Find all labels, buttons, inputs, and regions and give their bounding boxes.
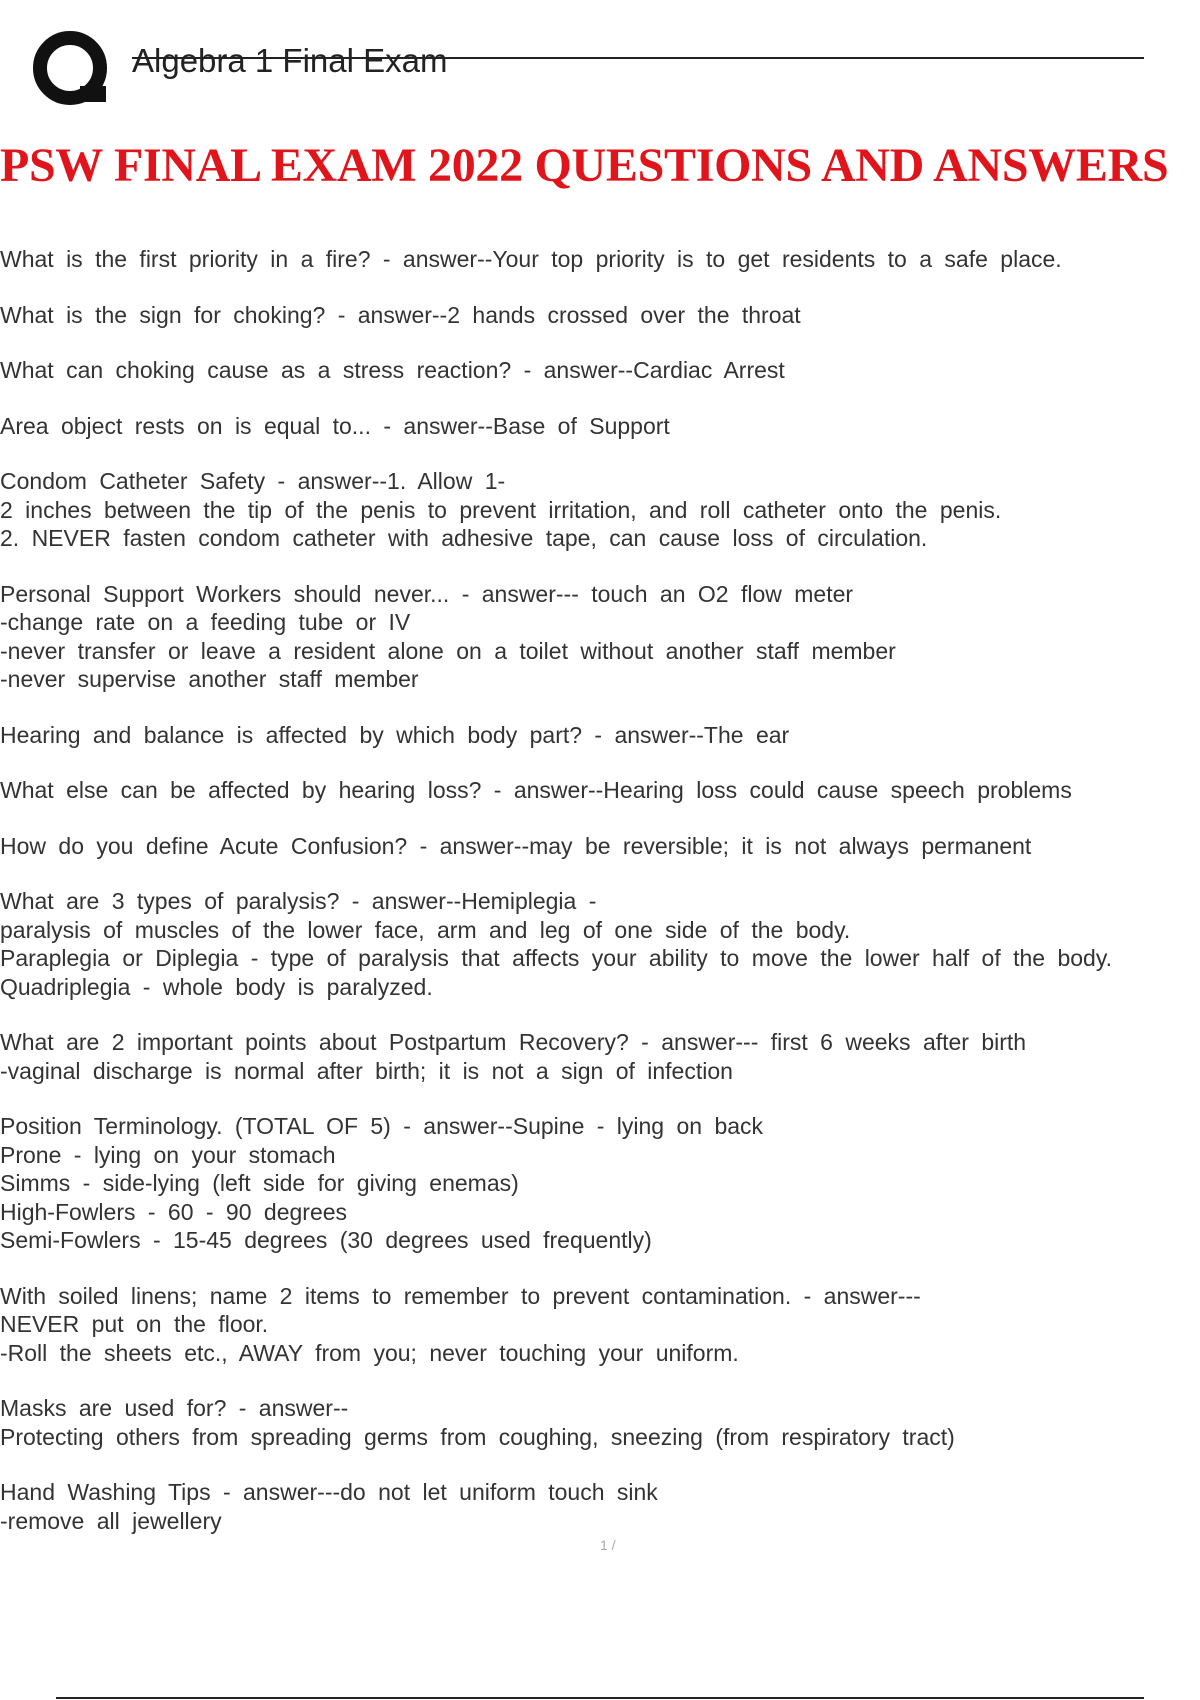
- qa-item: Hearing and balance is affected by which body part? - answer--The ear: [0, 721, 790, 748]
- qa-list: [0, 245, 1195, 1562]
- qa-item: What else can be affected by hearing loss? - answer--Hearing loss could cause speech problems: [0, 777, 1072, 803]
- qa-item: How do you define Acute Confusion? - answer--may be reversible; it is not always permanent: [0, 832, 1032, 859]
- qa-item: What is the sign for choking? - answer--2 hands crossed over the throat: [0, 301, 801, 328]
- brand-logo: [32, 30, 112, 110]
- qa-item: What can choking cause as a stress reaction? - answer--Cardiac Arrest: [0, 357, 785, 383]
- footer-rule: [56, 1697, 1144, 1699]
- page-number: 1 /: [600, 1537, 616, 1553]
- q-logo-icon: [32, 30, 112, 110]
- qa-item: Masks are used for? - answer-- Protecting others from spreading germs from coughing, sneezing (from respiratory tract): [0, 1395, 955, 1450]
- qa-item: With soiled linens; name 2 items to remember to prevent contamination. - answer--- NEVER put on the floor. -Roll the sheets etc., AWAY from you; never touching your uniform.: [0, 1282, 921, 1366]
- qa-item: Condom Catheter Safety - answer--1. Allow 1- 2 inches between the tip of the penis to prevent irritation, and roll catheter onto the penis. 2. NEVER fasten condom catheter with adhesive tape, can cause loss of circulation.: [0, 468, 1002, 551]
- qa-item: Position Terminology. (TOTAL OF 5) - answer--Supine - lying on back Prone - lying on your stomach Simms - side-lying (left side for giving enemas) High-Fowlers - 60 - 90 degrees Semi-Fowlers - 15-45 degrees (30 degrees used frequently): [0, 1113, 764, 1253]
- document-title: PSW FINAL EXAM 2022 QUESTIONS AND ANSWERS: [0, 139, 1169, 192]
- qa-item: Area object rests on is equal to... - answer--Base of Support: [0, 412, 670, 439]
- qa-item: What is the first priority in a fire? - answer--Your top priority is to get residents to a safe place.: [0, 246, 1062, 272]
- qa-item: What are 2 important points about Postpartum Recovery? - answer--- first 6 weeks after birth -vaginal discharge is normal after birth; it is not a sign of infection: [0, 1029, 1027, 1084]
- header-title: Algebra 1 Final Exam: [132, 42, 448, 79]
- qa-item: Hand Washing Tips - answer---do not let uniform touch sink -remove all jewellery: [0, 1479, 658, 1534]
- qa-item: What are 3 types of paralysis? - answer--Hemiplegia - paralysis of muscles of the lower face, arm and leg of one side of the body. Paraplegia or Diplegia - type of paralysis that affects your ability to move the lower half of the body. Quadriplegia - whole body is paralyzed.: [0, 888, 1113, 1000]
- qa-item: Personal Support Workers should never... - answer--- touch an O2 flow meter -change rate on a feeding tube or IV -never transfer or leave a resident alone on a toilet without another staff member -never supervise another staff member: [0, 580, 896, 692]
